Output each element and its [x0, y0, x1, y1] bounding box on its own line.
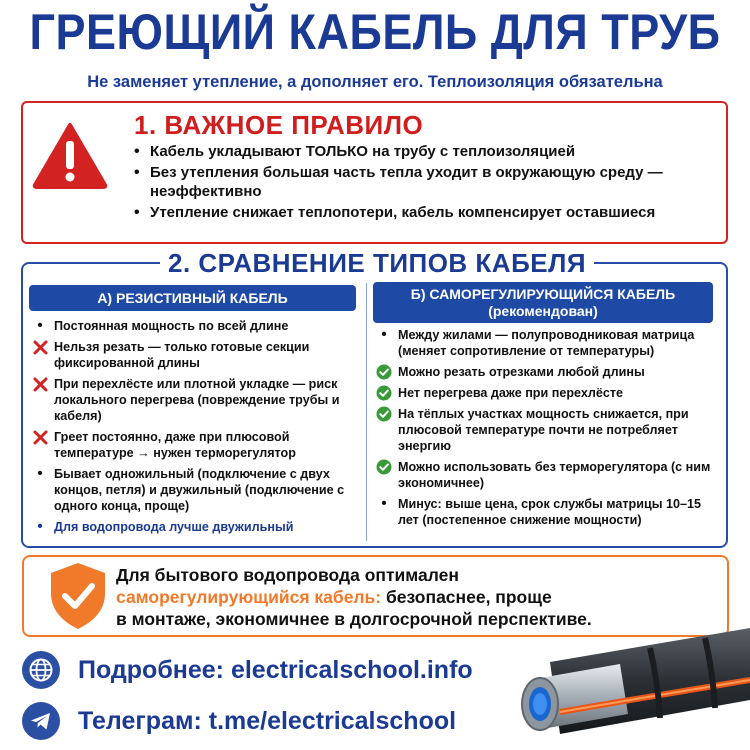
list-item [32, 466, 362, 514]
list-item-text: Нельзя резать — только готовые секции фиксированной длины [54, 340, 310, 370]
conclusion-line-2-rest: безопаснее, проще [381, 587, 552, 607]
telegram-icon [22, 702, 60, 740]
resistive-cable-list [32, 318, 362, 540]
check-icon [376, 459, 392, 475]
bullet-icon [32, 318, 48, 334]
list-item [376, 327, 716, 359]
list-item-text: На тёплых участках мощность снижается, при плюсовой температуре почти не потребляет энергию [398, 407, 689, 453]
list-item [32, 429, 362, 461]
list-item [32, 376, 362, 424]
page-subtitle: Не заменяет утепление, а дополняет его. Теплоизоляция обязательна [87, 73, 663, 91]
list-item [376, 385, 716, 401]
site-link[interactable]: Подробнее: electricalschool.info [78, 655, 473, 684]
cross-icon [32, 429, 48, 445]
selfreg-cable-list [376, 327, 716, 533]
warning-icon [32, 121, 108, 189]
list-item-text: Бывает одножильный (подключение с двух концов, петля) и двужильный (подключение с одного конца, проще) [54, 467, 345, 513]
page-title: ГРЕЮЩИЙ КАБЕЛЬ ДЛЯ ТРУБ [29, 2, 721, 61]
check-icon [376, 364, 392, 380]
resistive-cable-heading [29, 285, 356, 311]
resistive-heading-label: А) РЕЗИСТИВНЫЙ КАБЕЛЬ [97, 290, 288, 306]
check-icon [376, 385, 392, 401]
important-rule-title: 1. ВАЖНОЕ ПРАВИЛО [134, 110, 424, 140]
insulated-pipe-illustration [500, 622, 750, 750]
bullet-icon [376, 496, 392, 512]
list-item-text: Нет перегрева даже при перехлёсте [398, 386, 624, 400]
list-item [376, 496, 716, 528]
list-item-text: Для водопровода лучше двужильный [54, 520, 294, 534]
list-item-text: Можно использовать без терморегулятора (с ним экономичнее) [398, 460, 711, 490]
cross-icon [32, 339, 48, 355]
bullet-icon [376, 327, 392, 343]
column-divider [366, 283, 367, 541]
conclusion-line-1: Для бытового водопровода оптимален [116, 565, 459, 585]
selfreg-heading-line1: Б) САМОРЕГУЛИРУЮЩИЙСЯ КАБЕЛЬ [410, 285, 676, 302]
list-item [376, 459, 716, 491]
list-item-text: Между жилами — полупроводниковая матрица (меняет сопротивление от температуры) [398, 328, 695, 358]
list-item-text: Греет постоянно, даже при плюсовой температуре → нужен терморегулятор [54, 430, 296, 460]
list-item: • Утепление снижает теплопотери, кабель компенсирует оставшиеся [130, 203, 710, 222]
list-item [376, 406, 716, 454]
selfreg-heading-line2: (рекомендован) [488, 302, 598, 319]
list-item [32, 318, 362, 334]
conclusion-highlight: саморегулирующийся кабель: [116, 587, 382, 607]
check-icon [376, 406, 392, 422]
list-item: • Без утепления большая часть тепла уходит в окружающую среду — неэффективно [130, 163, 710, 201]
telegram-link[interactable]: Телеграм: t.me/electricalschool [78, 706, 457, 735]
bullet-icon [32, 519, 48, 535]
bullet-icon [32, 466, 48, 482]
list-item [32, 339, 362, 371]
list-item-text: Минус: выше цена, срок службы матрицы 10–15 лет (постепенное снижение мощности) [398, 497, 701, 527]
list-item: • Кабель укладывают ТОЛЬКО на трубу с теплоизоляцией [130, 142, 710, 161]
globe-icon [22, 651, 60, 689]
site-link-row[interactable] [22, 651, 473, 689]
list-item-text: Постоянная мощность по всей длине [54, 319, 289, 333]
telegram-link-row[interactable] [22, 702, 456, 740]
important-rule-list [130, 142, 710, 224]
conclusion-text [116, 564, 716, 630]
conclusion-line-3: в монтаже, экономичнее в долгосрочной перспективе. [116, 609, 592, 629]
comparison-title: 2. СРАВНЕНИЕ ТИПОВ КАБЕЛЯ [160, 248, 594, 279]
conclusion-line-2 [116, 586, 716, 608]
list-item-text: При перехлёсте или плотной укладке — риск локального перегрева (повреждение трубы и кабеля) [54, 377, 340, 423]
list-item [32, 519, 362, 535]
cross-icon [32, 376, 48, 392]
list-item [376, 364, 716, 380]
selfreg-cable-heading [373, 282, 713, 323]
list-item-text: Можно резать отрезками любой длины [398, 365, 645, 379]
shield-check-icon [47, 560, 109, 632]
